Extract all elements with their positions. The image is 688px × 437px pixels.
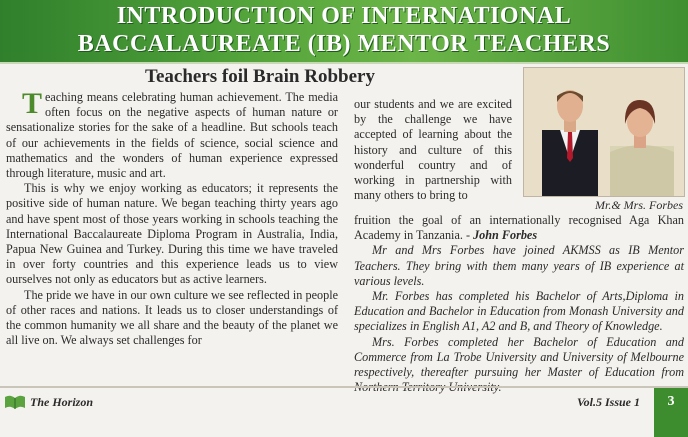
page-footer bbox=[0, 386, 688, 437]
banner-title-line-2: BACCALAUREATE (IB) MENTOR TEACHERS bbox=[77, 31, 611, 57]
page-number: 3 bbox=[667, 394, 675, 409]
article-continuation bbox=[354, 213, 684, 395]
paragraph-4: our students and we are excited by the challenge we have accepted of learning about the history and culture of this wonderful country and of working in partnership with many others to bring to bbox=[354, 97, 512, 203]
photo-illustration bbox=[524, 68, 684, 196]
paragraph-3: The pride we have in our own culture we see reflected in people of other races and nations. It leads us to closer understandings of the common humanity we all share and the beauty of the planet we all live on. We always set challenges for bbox=[6, 287, 338, 348]
publication-name: The Horizon bbox=[30, 395, 94, 409]
book-icon bbox=[4, 394, 26, 415]
article-column-1 bbox=[6, 87, 338, 348]
paragraph-1 bbox=[6, 87, 338, 181]
note-paragraph-1: Mr and Mrs Forbes have joined AKMSS as IB Mentor Teachers. They bring with them many years of IB experience at various levels. bbox=[354, 243, 684, 288]
paragraph-2: This is why we enjoy working as educators; it represents the positive side of human nature. We began teaching thirty years ago and have spent most of those years working in schools teaching the International Baccalaureate Diploma Program in Australia, India, Papua New Guinea and Turkey. During this time we have traveled in over forty countries and this experience leads us to view ourselves not only as educators but as active learners. bbox=[6, 181, 338, 287]
article-column-2 bbox=[354, 97, 512, 203]
paragraph-5 bbox=[354, 213, 684, 243]
forbes-photo bbox=[523, 67, 685, 197]
drop-cap: T bbox=[22, 87, 43, 120]
header-banner bbox=[0, 0, 688, 64]
note-paragraph-2: Mr. Forbes has completed his Bachelor of Arts,Diploma in Education and Bachelor in Education from Monash University and specializes in English A1, A2 and B, and Theory of Knowledge. bbox=[354, 289, 684, 334]
article-subtitle: Teachers foil Brain Robbery bbox=[145, 66, 375, 87]
paragraph-1-text: eaching means celebrating human achievement. The media often focus on the negative aspects of human nature or sensationalize stories for the sake of a headline. But schools teach of our achievements in the fields of science, social science and mathematics and the wonders of human experience expressed through literature, music and art. bbox=[6, 90, 338, 181]
issue-label: Vol.5 Issue 1 bbox=[576, 395, 640, 409]
note-paragraph-3: Mrs. Forbes completed her Bachelor of Education and Commerce from La Trobe University and University of Melbourne respectively, thereafter pursuing her Master of Education from Northern Territory University. bbox=[354, 334, 684, 395]
paragraph-5-text: fruition the goal of an internationally recognised Aga Khan Academy in Tanzania. - bbox=[354, 213, 684, 243]
banner-title-line-1: INTRODUCTION OF INTERNATIONAL bbox=[116, 3, 572, 29]
photo-caption: Mr.& Mrs. Forbes bbox=[594, 198, 683, 212]
author-name: John Forbes bbox=[473, 228, 538, 243]
